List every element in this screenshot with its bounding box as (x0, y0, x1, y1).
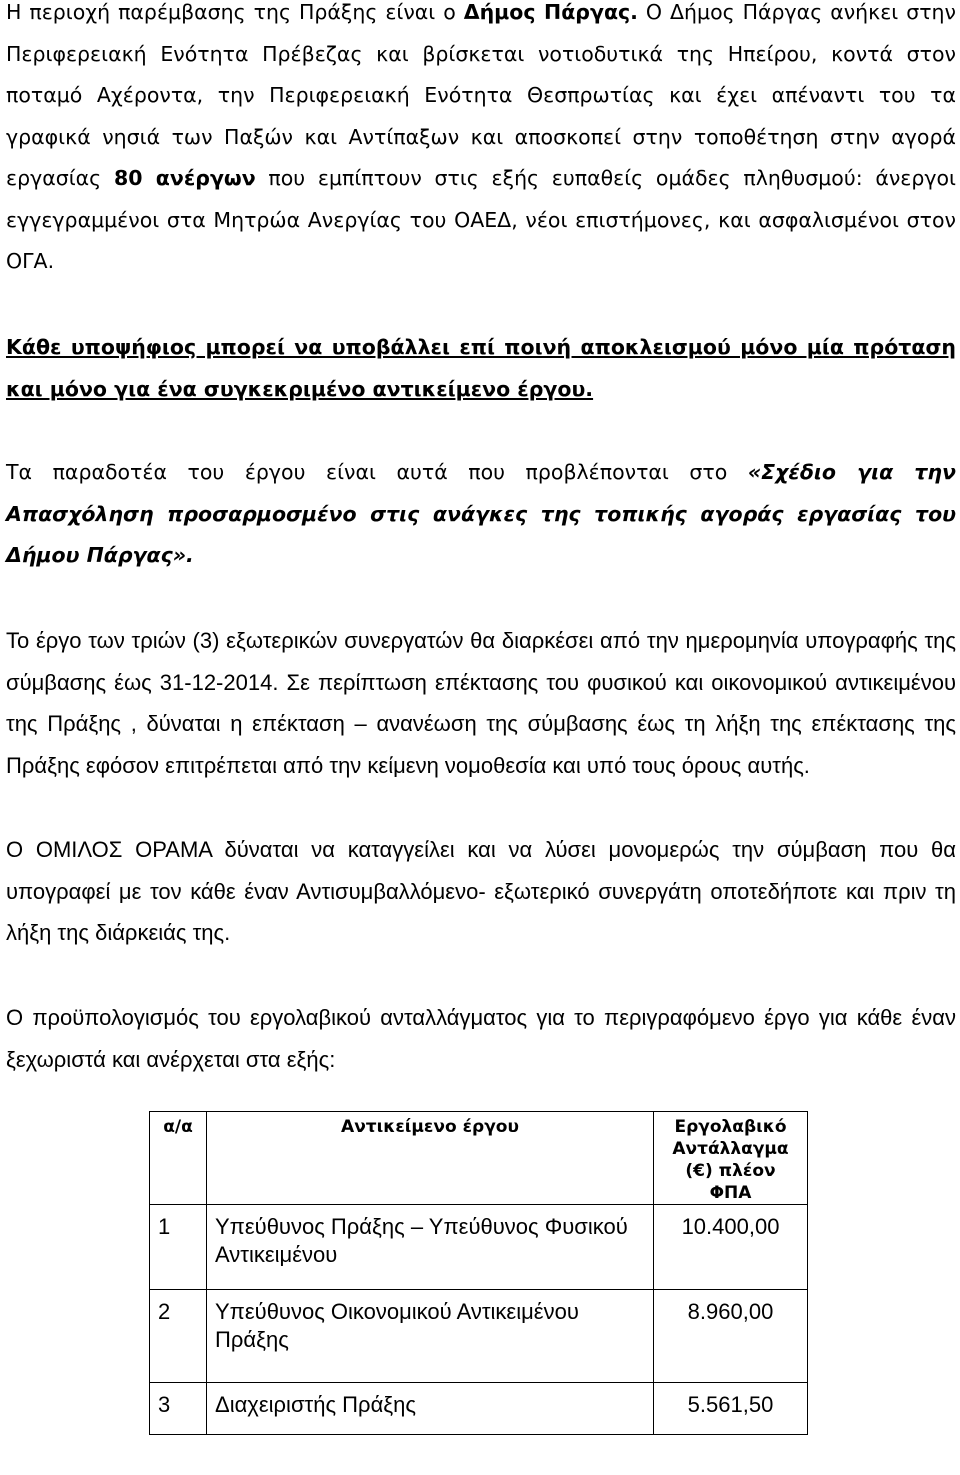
table-row (150, 1290, 808, 1383)
deliverables-paragraph (6, 452, 956, 577)
cell-object: Υπεύθυνος Οικονομικού Αντικειμένου Πράξης (207, 1290, 654, 1383)
header-compensation: Εργολαβικό Αντάλλαγμα (€) πλέον ΦΠΑ (654, 1112, 808, 1205)
intro-paragraph (6, 0, 956, 283)
budget-table (149, 1111, 808, 1435)
cell-object: Διαχειριστής Πράξης (207, 1383, 654, 1435)
cell-amount: 5.561,50 (654, 1383, 808, 1435)
deliverables-text: Τα παραδοτέα του έργου είναι αυτά που προβλέπονται στο (6, 460, 748, 484)
deliverables-plan-title: «Σχέδιο για την Απασχόληση προσαρμοσμένο στις ανάγκες της τοπικής αγοράς εργασίας του Δήμου Πάργας». (6, 460, 956, 567)
table-header-row (150, 1112, 808, 1205)
intro-bold-unemployed: 80 ανέργων (113, 166, 256, 190)
intro-text-1: Η περιοχή παρέμβασης της Πράξης είναι ο (6, 0, 464, 24)
intro-text-2: Ο Δήμος Πάργας ανήκει στην Περιφερειακή Ενότητα Πρέβεζας και βρίσκεται νοτιοδυτικά της Ηπείρου, κοντά στον ποταμό Αχέροντα, την Περιφερειακή Ενότητα Θεσπρωτίας και έχει απέναντι του τα γραφικά νησιά των Παξών και Αντίπαξων και αποσκοπεί στην τοποθέτηση στην αγορά εργασίας (6, 0, 956, 190)
budget-intro-paragraph: Ο προϋπολογισμός του εργολαβικού ανταλλάγματος για το περιγραφόμενο έργο για κάθε έναν ξεχωριστά και ανέρχεται στα εξής: (6, 1005, 956, 1072)
duration-paragraph: Το έργο των τριών (3) εξωτερικών συνεργατών θα διαρκέσει από την ημερομηνία υπογραφής της σύμβασης έως 31-12-2014. Σε περίπτωση επέκτασης του φυσικού και οικονομικού αντικειμένου της Πράξης , δύναται η επέκταση – ανανέωση της σύμβασης έως τη λήξη της επέκτασης της Πράξης εφόσον επιτρέπεται από την κείμενη νομοθεσία και υπό τους όρους αυτής. (6, 628, 956, 778)
cell-amount: 8.960,00 (654, 1290, 808, 1383)
table-row (150, 1205, 808, 1290)
cell-amount: 10.400,00 (654, 1205, 808, 1290)
termination-paragraph: Ο ΟΜΙΛΟΣ ΟΡΑΜΑ δύναται να καταγγείλει και να λύσει μονομερώς την σύμβαση που θα υπογραφεί με τον κάθε έναν Αντισυμβαλλόμενο- εξωτερικό συνεργάτη οποτεδήποτε και πριν τη λήξη της διάρκειάς της. (6, 837, 956, 945)
cell-index: 2 (150, 1290, 207, 1383)
cell-object: Υπεύθυνος Πράξης – Υπεύθυνος Φυσικού Αντικειμένου (207, 1205, 654, 1290)
header-index: α/α (150, 1112, 207, 1205)
cell-index: 1 (150, 1205, 207, 1290)
header-object: Αντικείμενο έργου (207, 1112, 654, 1205)
cell-index: 3 (150, 1383, 207, 1435)
table-row (150, 1383, 808, 1435)
intro-text-3: που εμπίπτουν στις εξής ευπαθείς ομάδες πληθυσμού: άνεργοι εγγεγραμμένοι στα Μητρώα Ανεργίας του ΟΑΕΔ, νέοι επιστήμονες, και ασφαλισμένοι στον ΟΓΑ. (6, 166, 956, 273)
candidate-rule-paragraph: Κάθε υποψήφιος μπορεί να υποβάλλει επί ποινή αποκλεισμού μόνο μία πρόταση και μόνο για ένα συγκεκριμένο αντικείμενο έργου. (6, 335, 956, 401)
intro-bold-municipality: Δήμος Πάργας. (463, 0, 638, 24)
